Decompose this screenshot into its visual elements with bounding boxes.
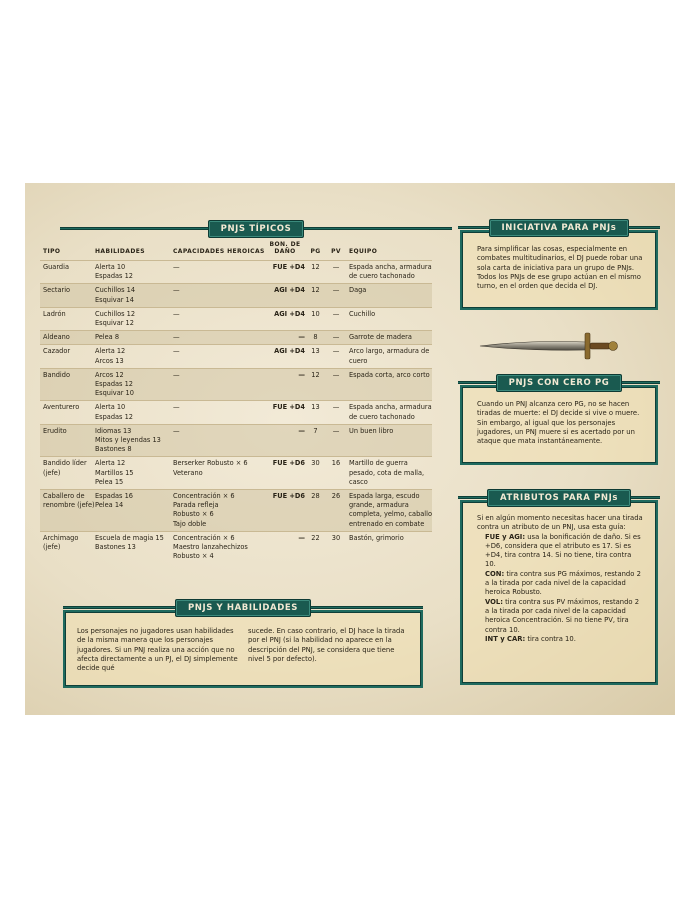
cell-equipo: Espada ancha, armadura de cuero tachonado — [349, 403, 432, 421]
cell-capacidades: — — [173, 347, 180, 356]
int-car-text: tira contra 10. — [525, 634, 576, 643]
cell-pv: — — [332, 426, 340, 435]
cell-pv: — — [332, 370, 340, 379]
cell-capacidades: — — [173, 263, 180, 271]
cell-bon: AGI +D4 — [274, 347, 305, 356]
habilidades-banner-label: PNJS Y HABILIDADES — [175, 599, 311, 617]
cell-tipo: Ladrón — [43, 309, 66, 318]
header-pg: PG — [310, 248, 321, 255]
cero-pg-banner-label: PNJS CON CERO PG — [496, 374, 623, 392]
cell-capacidades: — — [173, 426, 180, 435]
cell-bon: — — [298, 426, 305, 435]
cell-tipo: Aldeano — [43, 333, 70, 342]
header-equipo: EQUIPO — [349, 248, 378, 255]
cell-pg: 30 — [311, 459, 320, 468]
cell-pg: 28 — [311, 492, 320, 501]
atributos-intro: Si en algún momento necesitas hacer una tirada contra un atributo de un PNJ, usa esta guía: — [477, 514, 643, 532]
cell-bon: — — [298, 370, 305, 379]
cell-tipo: Bandido — [43, 370, 70, 379]
cell-equipo: Un buen libro — [349, 426, 394, 435]
cell-pv: — — [332, 286, 340, 295]
header-bon: BON. DE DAÑO — [269, 241, 301, 255]
cell-habilidades: Espadas 16 Pelea 14 — [95, 492, 133, 510]
header-habilidades: HABILIDADES — [95, 248, 145, 255]
cell-equipo: Daga — [349, 286, 367, 295]
cell-equipo: Espada ancha, armadura de cuero tachonado — [349, 263, 432, 281]
table-row — [40, 424, 432, 457]
cell-habilidades: Arcos 12 Espadas 12 Esquivar 10 — [95, 370, 134, 398]
atributos-banner-label: ATRIBUTOS PARA PNJs — [487, 489, 631, 507]
habilidades-col-2: sucede. En caso contrario, el DJ hace la tirada por el PNJ (si la habilidad no aparece en la descripción del PNJ, se considera que tiene nivel 5 por defecto). — [248, 627, 405, 663]
table-row — [40, 283, 432, 306]
cell-bon: — — [298, 333, 305, 342]
int-car-label: INT y CAR: — [485, 634, 526, 643]
cell-capacidades: — — [173, 309, 180, 318]
cero-pg-box — [460, 385, 658, 465]
cell-capacidades: Concentración × 6 Parada refleja Robusto × 6 Tajo doble — [173, 492, 235, 528]
iniciativa-box — [460, 230, 658, 310]
cell-habilidades: Alerta 12 Martillos 15 Pelea 15 — [95, 459, 134, 486]
cell-tipo: Aventurero — [43, 403, 80, 412]
con-text: tira contra sus PG máximos, restando 2 a la tirada por cada nivel de la capacidad heroica Robusto. — [485, 569, 641, 597]
cell-habilidades: Alerta 12 Arcos 13 — [95, 347, 126, 365]
cell-pv: 16 — [331, 459, 341, 468]
cell-tipo: Caballero de renombre (jefe) — [43, 492, 95, 510]
cell-capacidades: — — [173, 403, 180, 412]
cell-pg: 8 — [313, 333, 318, 342]
cell-habilidades: Escuela de magia 15 Bastones 13 — [95, 533, 164, 552]
table-banner — [60, 220, 452, 237]
table-row — [40, 307, 432, 330]
table-row — [40, 344, 432, 367]
cell-habilidades: Pelea 8 — [95, 333, 120, 342]
cell-pg: 10 — [311, 309, 320, 318]
cell-habilidades: Alerta 10 Espadas 12 — [95, 403, 133, 421]
cell-pg: 12 — [311, 370, 320, 379]
cell-equipo: Espada corta, arco corto — [349, 370, 430, 379]
atributos-int-car — [477, 635, 643, 644]
fue-agi-text: usa la bonificación de daño. Si es +D6, considera que el atributo es 17. Si es +D4, tira contra 14. Si no tiene, tira contra 10. — [485, 532, 641, 569]
cell-pg: 12 — [311, 263, 320, 271]
cero-pg-text: Cuando un PNJ alcanza cero PG, no se hacen tiradas de muerte: el DJ decide si vive o muere. Sin embargo, al igual que los personajes jugadores, un PNJ muere si es acertado por un ataque que mata instantáneamente. — [477, 400, 640, 446]
vol-label: VOL: — [485, 597, 503, 606]
table-row — [40, 456, 432, 489]
cell-capacidades: Concentración × 6 Maestro lanzahechizos Robusto × 4 — [173, 533, 248, 561]
cell-habilidades: Idiomas 13 Mitos y leyendas 13 Bastones 8 — [95, 426, 161, 454]
atributos-banner — [458, 489, 660, 506]
fue-agi-label: FUE y AGI: — [485, 532, 526, 541]
cell-pv: — — [332, 403, 340, 412]
cell-bon: FUE +D6 — [272, 459, 305, 468]
table-row — [40, 260, 432, 283]
header-pv: PV — [331, 248, 341, 255]
cell-habilidades: Alerta 10 Espadas 12 — [95, 263, 133, 281]
table-row — [40, 330, 432, 344]
cell-tipo: Bandido líder (jefe) — [43, 459, 87, 477]
cell-pg: 12 — [311, 286, 320, 295]
cell-pv: — — [332, 333, 340, 342]
cell-capacidades: — — [173, 286, 180, 295]
atributos-vol — [477, 598, 643, 635]
cell-pv: 30 — [331, 533, 341, 542]
cell-tipo: Sectario — [43, 286, 71, 295]
table-body — [40, 260, 432, 563]
iniciativa-text: Para simplificar las cosas, especialmente en combates multitudinarios, el DJ puede robar una sola carta de iniciativa para un grupo de PNJs. Todos los PNJs de ese grupo actúan en el mismo turno, en el orden que decida el DJ. — [477, 245, 643, 291]
header-capacidades: CAPACIDADES HEROICAS — [173, 248, 265, 255]
habilidades-box — [63, 610, 423, 688]
atributos-con — [477, 570, 643, 598]
cell-bon: FUE +D4 — [272, 263, 305, 271]
cell-capacidades: — — [173, 333, 180, 342]
vol-text: tira contra sus PV máximos, restando 2 a la tirada por cada nivel de la capacidad heroica Concentración. Si no tiene PV, tira contra 10. — [485, 597, 640, 634]
cell-pg: 13 — [311, 403, 320, 412]
iniciativa-banner — [458, 219, 660, 236]
con-label: CON: — [485, 569, 505, 578]
cell-pv: 26 — [331, 492, 341, 501]
cell-tipo: Archimago (jefe) — [43, 533, 79, 552]
cell-pv: — — [332, 309, 340, 318]
cell-tipo: Guardia — [43, 263, 69, 271]
cell-capacidades: Berserker Robusto × 6 Veterano — [173, 459, 248, 477]
cell-equipo: Arco largo, armadura de cuero — [349, 347, 430, 365]
iniciativa-banner-label: INICIATIVA PARA PNJs — [489, 219, 630, 237]
npc-table — [40, 238, 432, 563]
sword-illustration — [478, 330, 638, 362]
atributos-box — [460, 500, 658, 685]
cell-capacidades: — — [173, 370, 180, 379]
header-tipo: TIPO — [43, 248, 61, 255]
cell-equipo: Garrote de madera — [349, 333, 412, 342]
cell-equipo: Martillo de guerra pesado, cota de malla, casco — [349, 459, 425, 486]
table-row — [40, 531, 432, 564]
cell-equipo: Espada larga, escudo grande, armadura completa, yelmo, caballo entrenado en combate — [349, 492, 433, 528]
cell-pg: 7 — [313, 426, 318, 435]
cell-bon: FUE +D6 — [272, 492, 305, 501]
cell-tipo: Cazador — [43, 347, 71, 356]
habilidades-banner — [63, 599, 423, 616]
cell-pv: — — [332, 347, 340, 356]
cell-pv: — — [332, 263, 340, 271]
table-banner-label: PNJS TÍPICOS — [208, 220, 305, 238]
cell-bon: — — [298, 533, 305, 542]
table-header — [40, 238, 432, 260]
cell-habilidades: Cuchillos 12 Esquivar 12 — [95, 309, 136, 328]
cell-pg: 22 — [311, 533, 320, 542]
cell-bon: AGI +D4 — [274, 309, 305, 318]
table-row — [40, 400, 432, 423]
cell-equipo: Cuchillo — [349, 309, 376, 318]
atributos-fue-agi — [477, 533, 643, 570]
cell-habilidades: Cuchillos 14 Esquivar 14 — [95, 286, 136, 304]
habilidades-col-1: Los personajes no jugadores usan habilidades de la misma manera que los personajes jugadores. Si un PNJ realiza una acción que no afecta directamente a un PJ, el DJ simplemente decide qué — [77, 627, 238, 673]
cell-bon: FUE +D4 — [272, 403, 305, 412]
table-row — [40, 368, 432, 401]
table-row — [40, 489, 432, 531]
cero-pg-banner — [458, 374, 660, 391]
cell-pg: 13 — [311, 347, 320, 356]
cell-bon: AGI +D4 — [274, 286, 305, 295]
cell-tipo: Erudito — [43, 426, 67, 435]
cell-equipo: Bastón, grimorio — [349, 533, 404, 542]
